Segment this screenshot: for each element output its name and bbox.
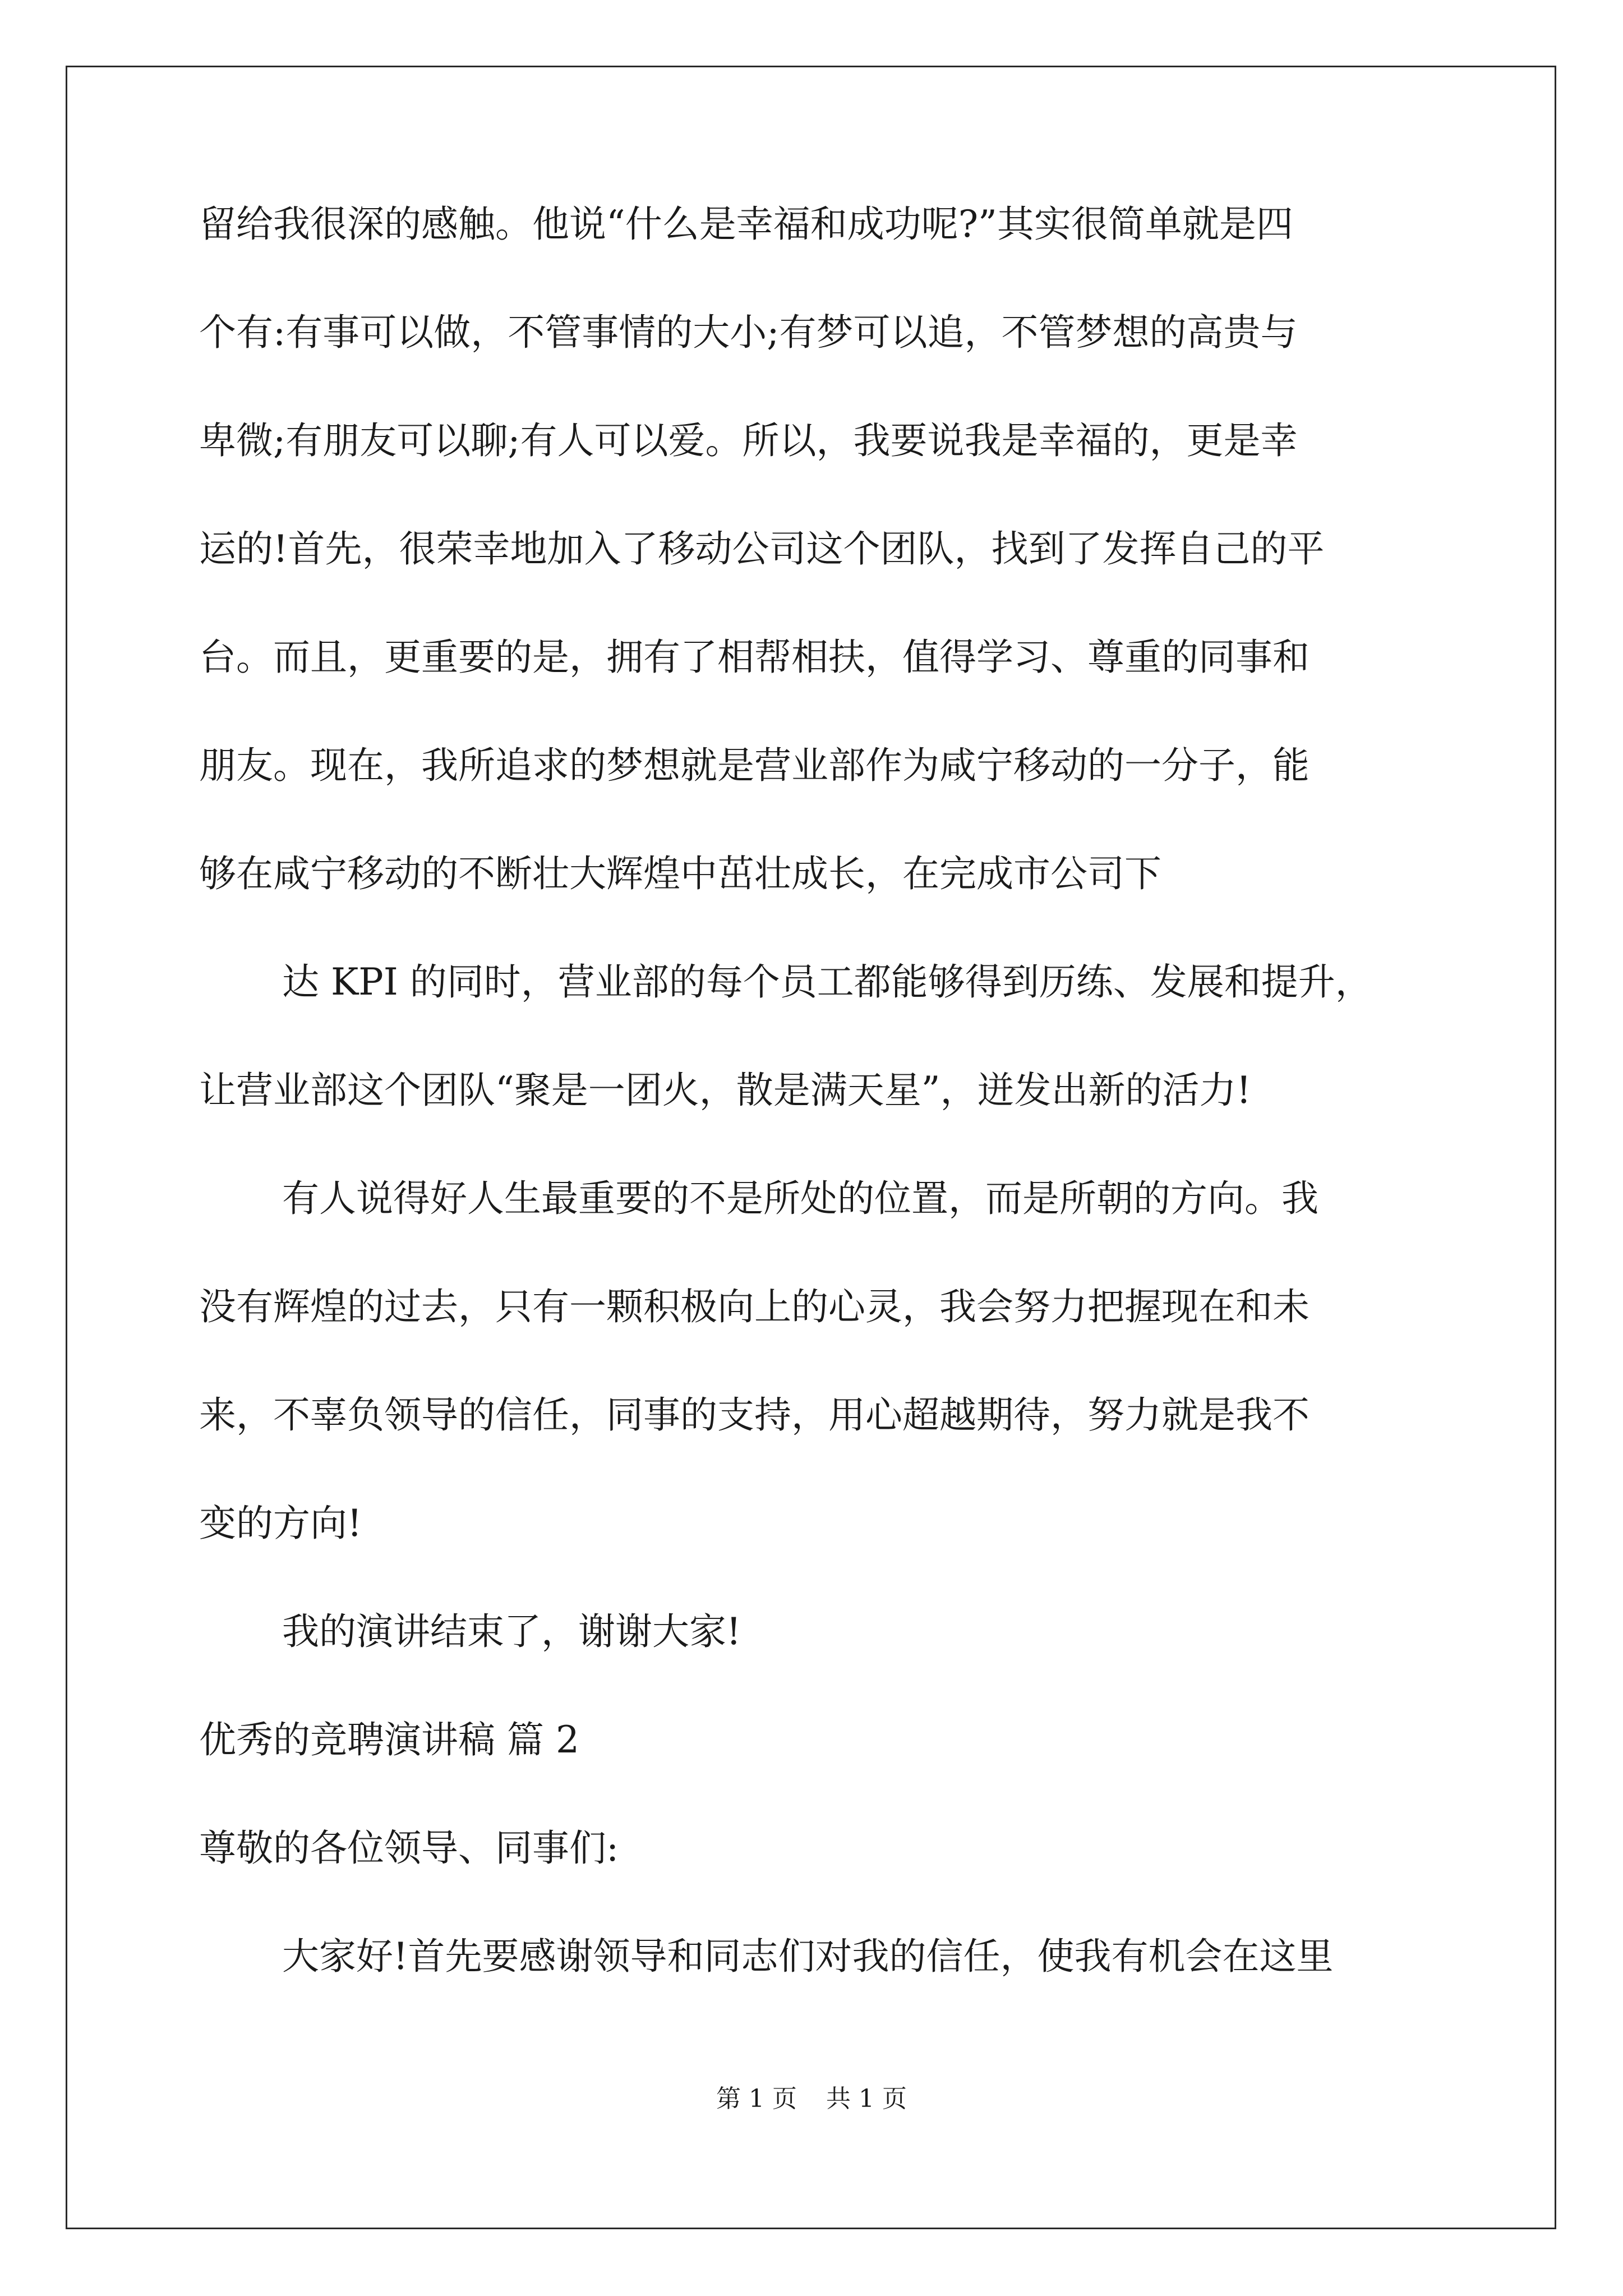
section-heading: 优秀的竞聘演讲稿 篇 2 <box>199 1718 579 1761</box>
page-footer <box>0 2082 1623 2116</box>
text-line: 大家好!首先要感谢领导和同志们对我的信任，使我有机会在这里 <box>282 1935 1334 1978</box>
text-line: 留给我很深的感触。他说“什么是幸福和成功呢?”其实很简单就是四 <box>199 203 1293 246</box>
text-line: 运的!首先，很荣幸地加入了移动公司这个团队，找到了发挥自己的平 <box>199 527 1325 570</box>
page-border <box>66 66 1556 2229</box>
text-line: 达 KPI 的同时，营业部的每个员工都能够得到历练、发展和提升， <box>282 960 1372 1004</box>
text-line: 卑微;有朋友可以聊;有人可以爱。所以，我要说我是幸福的，更是幸 <box>199 419 1298 462</box>
text-line: 让营业部这个团队“聚是一团火，散是满天星”，迸发出新的活力! <box>199 1069 1252 1112</box>
salutation: 尊敬的各位领导、同事们: <box>199 1826 619 1870</box>
text-line: 来，不辜负领导的信任，同事的支持，用心超越期待，努力就是我不 <box>199 1393 1310 1437</box>
text-line: 没有辉煌的过去，只有一颗积极向上的心灵，我会努力把握现在和未 <box>199 1285 1310 1328</box>
text-line: 台。而且，更重要的是，拥有了相帮相扶，值得学习、尊重的同事和 <box>199 636 1310 679</box>
page-number-current: 第 1 页 <box>716 2085 797 2113</box>
text-line: 变的方向! <box>199 1502 362 1545</box>
text-line: 够在咸宁移动的不断壮大辉煌中茁壮成长，在完成市公司下 <box>199 852 1161 895</box>
text-line: 朋友。现在，我所追求的梦想就是营业部作为咸宁移动的一分子，能 <box>199 744 1310 787</box>
page-number-total: 共 1 页 <box>826 2085 907 2113</box>
text-line: 有人说得好人生最重要的不是所处的位置，而是所朝的方向。我 <box>282 1177 1318 1220</box>
text-line: 个有:有事可以做，不管事情的大小;有梦可以追，不管梦想的高贵与 <box>199 311 1298 354</box>
text-line: 我的演讲结束了，谢谢大家! <box>282 1610 741 1653</box>
